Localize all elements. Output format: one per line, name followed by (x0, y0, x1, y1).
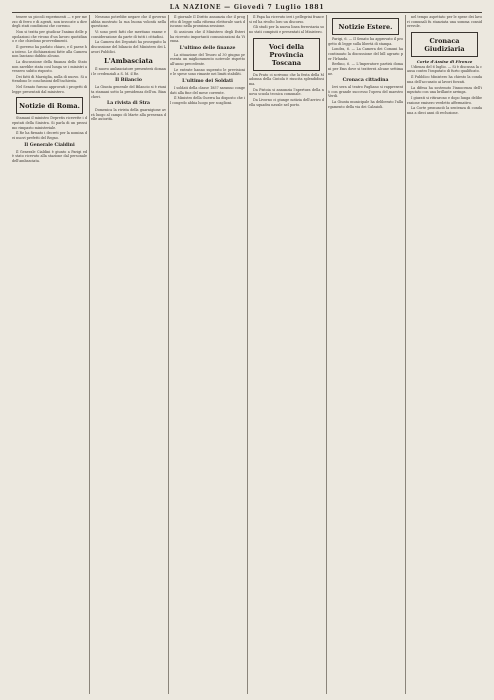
column-3 (170, 15, 245, 694)
article-heading: Voci della Provincia Toscana (268, 42, 305, 67)
article-heading: Notizie di Roma. (19, 102, 80, 111)
section-header-box (332, 18, 399, 35)
column-2 (91, 15, 166, 694)
article-paragraph: La situazione del Tesoro al 30 giugno presenta un miglioramento notevole rispetto all'anno precedente. (170, 52, 245, 66)
article-heading: L'Ambasciata (104, 57, 153, 66)
header-rule (12, 12, 482, 13)
article-paragraph: Il Ministro della Guerra ha disposto che il congedo abbia luogo per scaglioni. (170, 96, 245, 105)
article-paragraph: Stamani il ministro Depretis ricevette i deputati della Sinistra. Si parla di un prossimo rimpasto ministeriale. (12, 116, 87, 130)
article-paragraph: Udienza del 6 luglio. — Si è discussa la causa contro l'imputato di furto qualificato. (407, 64, 482, 74)
article-paragraph: Il Generale Cialdini è giunto a Parigi ed è stato ricevuto alla stazione dal personale dell'ambasciata. (12, 149, 87, 163)
article-paragraph: Dei fatti di Marsiglia, nulla di nuovo. Si attendono le conclusioni dell'inchiesta. (12, 74, 87, 84)
article-heading: Il Generale Cialdini (24, 142, 75, 148)
article-paragraph: Il nuovo ambasciatore presenterà domani le credenziali a S. M. il Re. (91, 67, 166, 76)
article-paragraph: I giurati si ritirarono e dopo lunga deliberazione emisero verdetto affermativo. (407, 95, 482, 105)
article-paragraph: La Corte pronunciò la sentenza di condanna a dieci anni di reclusione. (407, 106, 482, 115)
article-paragraph: Si assicura che il Ministero degli Esteri ha ricevuto importanti comunicazioni da Vienna. (170, 29, 245, 44)
article-heading: L'ultimo delle finanze (179, 45, 236, 51)
column-divider (247, 15, 248, 694)
article-paragraph: Nessuno potrebbe negare che il governo abbia mostrato la sua buona volontà nella questione. (91, 15, 166, 29)
article-heading: La rivista di Stra (106, 101, 151, 107)
column-5 (328, 15, 403, 694)
masthead-title: LA NAZIONE — Giovedì 7 Luglio 1881 (169, 3, 325, 11)
article-heading: Corte d'Assise di Firenze (416, 58, 473, 64)
article-paragraph: La difesa ha sostenuto l'innocenza dell'imputato con una brillante arringa. (407, 85, 482, 95)
column-divider (89, 15, 90, 694)
article-paragraph: Da Prato ci scrivono che la festa della Madonna della Cintola è riuscita splendidissima. (249, 72, 324, 86)
article-heading: Cronaca cittadina (342, 78, 389, 84)
column-6 (407, 15, 482, 694)
article-paragraph: nel tempo aspettato per le spese dei lavori comunali fu stanziata una somma considerevole. (407, 15, 482, 29)
article-heading: Cronaca Giudiziaria (424, 36, 465, 53)
article-paragraph: I soldati della classe 1857 saranno congedati alla fine del mese corrente. (170, 85, 245, 95)
article-paragraph: Il governo ha parlato chiaro, e il paese ha inteso. Le dichiarazioni fatte alla Camera non lasciano dubbio alcuno. (12, 44, 87, 59)
article-paragraph: Ieri sera al teatro Pagliano si rappresentò con grande successo l'opera del maestro Verdi. (328, 85, 403, 99)
column-divider (405, 15, 406, 694)
column-divider (326, 15, 327, 694)
article-paragraph: Nel Senato furono approvati i progetti di legge presentati dal ministero. (12, 85, 87, 94)
column-4 (249, 15, 324, 694)
article-paragraph: La Giunta generale del Bilancio si è riunita stamani sotto la presidenza dell'on. Biancheri. (91, 85, 166, 99)
article-paragraph: La discussione della finanza dello Stato non sarebbe stata così lunga se i ministri avessero subito risposto. (12, 59, 87, 74)
masthead (14, 2, 480, 12)
article-paragraph: Il Pubblico Ministero ha chiesto la condanna dell'accusato ai lavori forzati. (407, 75, 482, 84)
article-paragraph: Da Livorno ci giunge notizia dell'arrivo della squadra navale nel porto. (249, 97, 324, 107)
section-header-box (253, 38, 320, 71)
article-paragraph: Il Re ha firmato i decreti per la nomina dei nuovi prefetti del Regno. (12, 131, 87, 140)
article-paragraph: tenere su piccoli esperimenti — e per mezzo di ferro e di agenti, non invocate a dire degli stati condizioni che corrono. (12, 15, 87, 29)
column-1 (12, 15, 87, 694)
article-paragraph: Gli studi per la nuova linea ferroviaria sono stati compiuti e presentati al Ministero. (249, 25, 324, 34)
article-paragraph: La Giunta municipale ha deliberato l'allargamento della via dei Calzaioli. (328, 100, 403, 109)
article-paragraph: Non si tratta per giudicar l'animo delle popolazioni che vivono d'un lavoro quotidiano e che chiedono provvedimenti. (12, 29, 87, 44)
article-paragraph: Vi sono però fatti che meritano esame e considerazione da parte di tutti i cittadini. (91, 29, 166, 39)
article-heading: Il Bilancio (115, 78, 142, 84)
article-paragraph: Il Papa ha ricevuto ieri i pellegrini francesi ed ha rivolto loro un discorso. (249, 15, 324, 24)
section-header-box (16, 97, 83, 114)
column-divider (168, 15, 169, 694)
article-paragraph: La Camera dei Deputati ha proseguito la discussione del bilancio del Ministero dei Lavori Pubblici. (91, 40, 166, 54)
article-paragraph: Le entrate hanno superato le previsioni e le spese sono rimaste nei limiti stabiliti. (170, 67, 245, 77)
article-paragraph: Il giornale Il Diritto annunzia che il progetto di legge sulla riforma elettorale sarà discusso nella prossima sessione. (170, 15, 245, 29)
article-paragraph: Da Pistoia si annunzia l'apertura della nuova scuola tecnica comunale. (249, 87, 324, 97)
article-heading: Notizie Estere. (338, 23, 393, 31)
article-paragraph: Berlino, 6. — L'Imperatore partirà domani per Ems dove si tratterrà alcune settimane. (328, 62, 403, 76)
article-paragraph: Parigi, 6. — Il Senato ha approvato il progetto di legge sulla libertà di stampa. (328, 37, 403, 46)
article-paragraph: Londra, 6. — La Camera dei Comuni ha continuato la discussione del bill agrario per l'Irlanda. (328, 47, 403, 61)
article-paragraph: Domenica la rivista della guarnigione avrà luogo al campo di Marte alla presenza delle autorità. (91, 108, 166, 122)
section-header-box (411, 32, 478, 57)
article-heading: L'ultimo dei Soldati (182, 78, 233, 84)
